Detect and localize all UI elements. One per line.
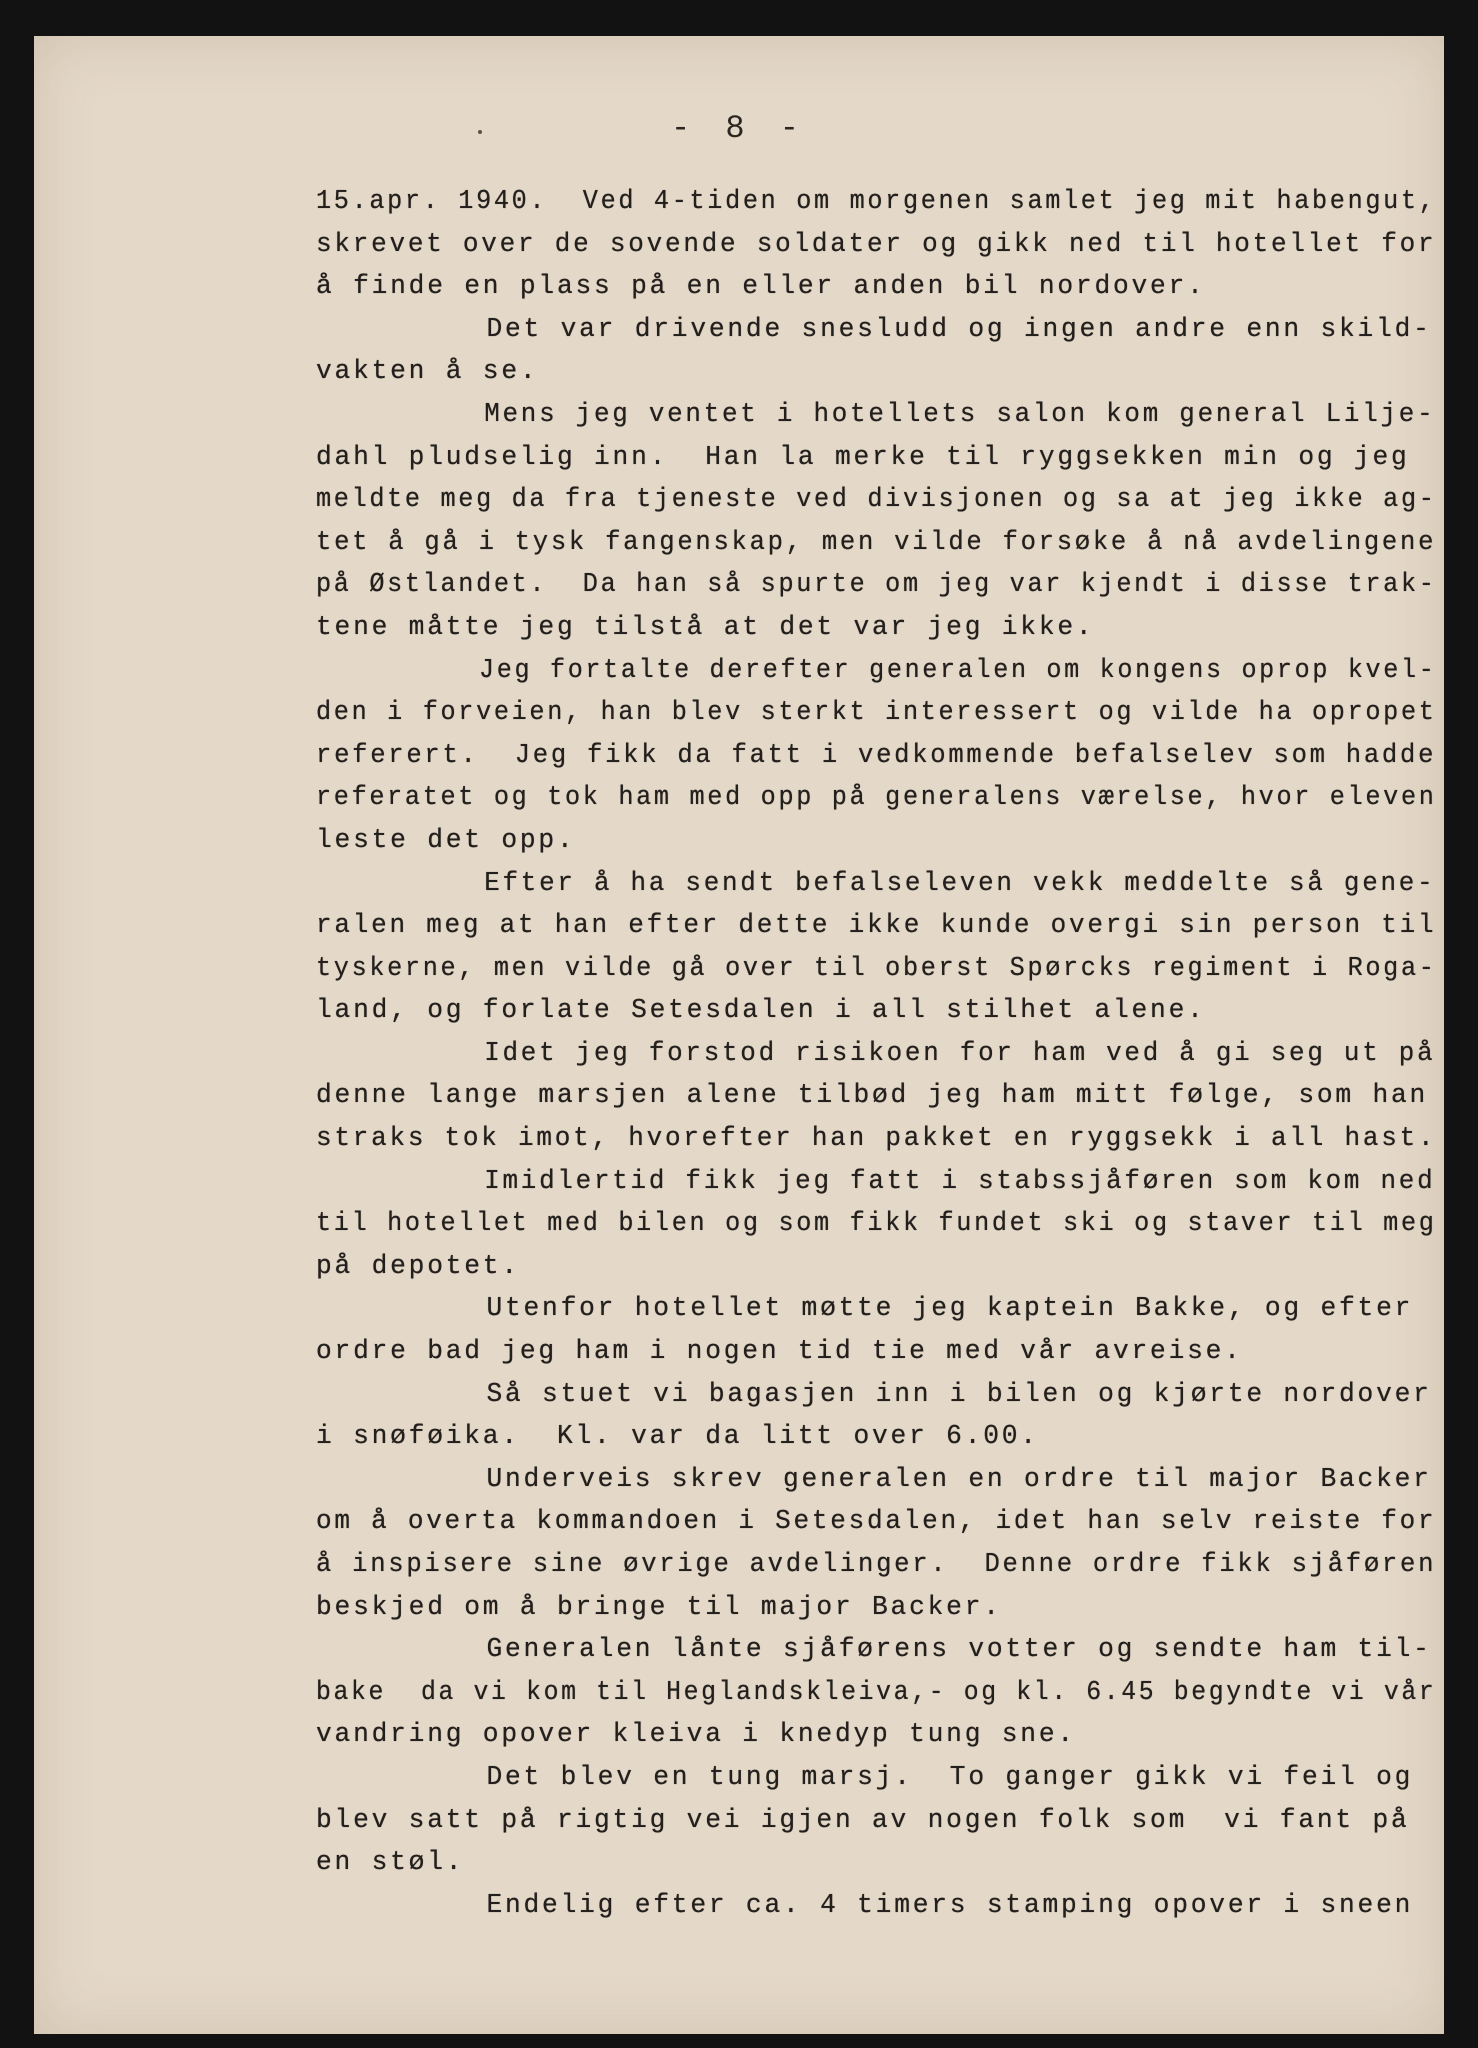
text-line: tyskerne, men vilde gå over til oberst Spørcks regiment i Roga- [316, 952, 1437, 983]
text-line: skrevet over de sovende soldater og gikk ned til hotellet for [316, 228, 1437, 259]
text-line: Imidlertid fikk jeg fatt i stabssjåføren som kom ned [484, 1165, 1436, 1196]
text-line: referatet og tok ham med opp på generalens værelse, hvor eleven [316, 782, 1437, 813]
text-line: denne lange marsjen alene tilbød jeg ham mitt følge, som han [316, 1080, 1429, 1111]
text-line: om å overta kommandoen i Setesdalen, idet han selv reiste for [316, 1506, 1437, 1537]
text-line: 15.apr. 1940. Ved 4-tiden om morgenen samlet jeg mit habengut, [316, 186, 1437, 216]
text-line: Mens jeg ventet i hotellets salon kom general Lilje- [484, 398, 1436, 429]
text-line: Jeg fortalte derefter generalen om kongens oprop kvel- [479, 654, 1437, 685]
page-number: - 8 - [670, 110, 807, 147]
text-line: leste det opp. [316, 824, 576, 855]
text-line: å finde en plass på en eller anden bil nordover. [316, 271, 1206, 302]
text-line: Generalen lånte sjåførens votter og sendte ham til- [486, 1634, 1432, 1665]
text-line: Det var drivende snesludd og ingen andre enn skild- [486, 313, 1432, 344]
text-line: vakten å se. [316, 356, 539, 387]
text-line: vandring opover kleiva i knedyp tung sne. [316, 1719, 1076, 1750]
text-line: land, og forlate Setesdalen i all stilhet alene. [316, 995, 1206, 1026]
text-line: til hotellet med bilen og som fikk fundet ski og staver til meg [316, 1208, 1437, 1239]
text-line: straks tok imot, hvorefter han pakket en ryggsekk i all hast. [316, 1123, 1437, 1154]
text-line: Efter å ha sendt befalseleven vekk meddelte så gene- [484, 867, 1436, 898]
text-line: bake da vi kom til Heglandskleiva,- og kl. 6.45 begyndte vi vår [316, 1676, 1437, 1707]
text-line: den i forveien, han blev sterkt interessert og vilde ha opropet [316, 697, 1437, 728]
text-line: i snøføika. Kl. var da litt over 6.00. [316, 1421, 1039, 1452]
text-line: beskjed om å bringe til major Backer. [316, 1591, 1002, 1622]
text-line: Idet jeg forstod risikoen for ham ved å gi seg ut på [484, 1037, 1436, 1068]
typewritten-body [316, 180, 1446, 1926]
text-line: tene måtte jeg tilstå at det var jeg ikke. [316, 611, 1095, 642]
text-line: ordre bad jeg ham i nogen tid tie med vår avreise. [316, 1336, 1243, 1367]
text-line: blev satt på rigtig vei igjen av nogen folk som vi fant på [316, 1804, 1410, 1835]
text-line: å inspisere sine øvrige avdelinger. Denne ordre fikk sjåføren [316, 1549, 1437, 1579]
text-line: referert. Jeg fikk da fatt i vedkommende befalselev som hadde [316, 739, 1437, 770]
text-line: på depotet. [316, 1250, 520, 1281]
text-line: Endelig efter ca. 4 timers stamping opover i sneen [486, 1889, 1414, 1920]
text-line: meldte meg da fra tjeneste ved divisjonen og sa at jeg ikke ag- [316, 484, 1437, 515]
text-line: på Østlandet. Da han så spurte om jeg var kjendt i disse trak- [316, 569, 1437, 600]
text-line: en støl. [316, 1847, 465, 1878]
text-line: Utenfor hotellet møtte jeg kaptein Bakke, og efter [486, 1293, 1414, 1324]
text-line: Underveis skrev generalen en ordre til major Backer [486, 1463, 1432, 1494]
text-line: Det blev en tung marsj. To ganger gikk vi feil og [486, 1761, 1414, 1792]
text-line: dahl pludselig inn. Han la merke til ryggsekken min og jeg [316, 441, 1410, 472]
text-line: tet å gå i tysk fangenskap, men vilde forsøke å nå avdelingene [316, 526, 1437, 557]
text-line: Så stuet vi bagasjen inn i bilen og kjørte nordover [486, 1378, 1432, 1409]
text-line: ralen meg at han efter dette ikke kunde overgi sin person til [316, 910, 1437, 941]
